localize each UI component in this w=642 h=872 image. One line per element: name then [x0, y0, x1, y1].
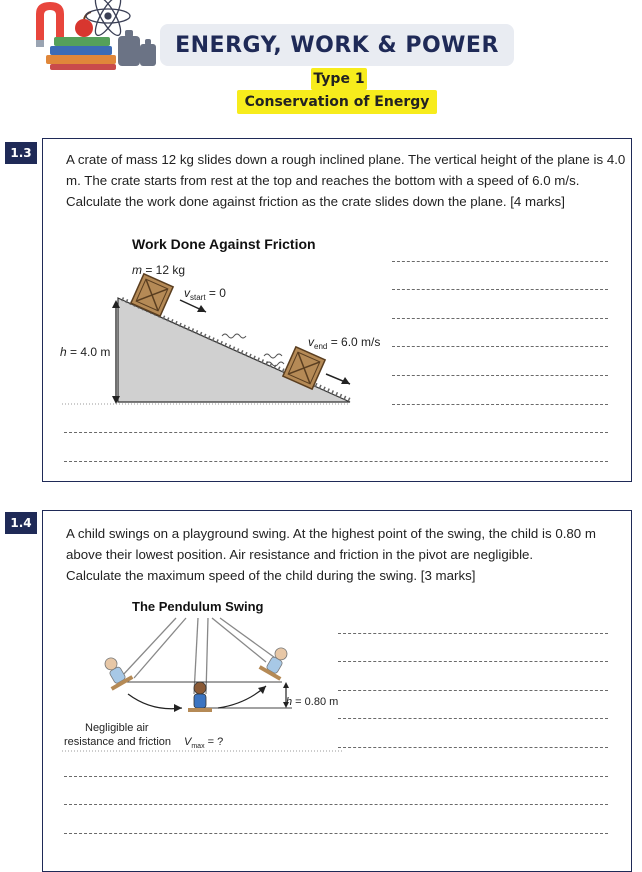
question-number-1-3: 1.3: [5, 142, 37, 164]
answer-line: [392, 346, 608, 347]
page-title-banner: [160, 24, 514, 66]
question-number-1-4: 1.4: [5, 512, 37, 534]
question-line: Calculate the maximum speed of the child during the swing. [3 marks]: [66, 568, 476, 583]
answer-line: [392, 261, 608, 262]
atom-icon: [86, 0, 130, 39]
question-line: above their lowest position. Air resistance and friction in the pivot are negligible.: [66, 547, 534, 562]
answer-line: [392, 375, 608, 376]
answer-line: [392, 318, 608, 319]
height-label: h = 0.80 m: [286, 696, 339, 708]
figure-title: The Pendulum Swing: [132, 599, 264, 614]
answer-line: [338, 690, 608, 691]
answer-line: [338, 633, 608, 634]
answer-line: [392, 289, 608, 290]
answer-line: [64, 776, 608, 777]
question-line: A child swings on a playground swing. At the highest point of the swing, the child is 0.80 m: [66, 526, 596, 541]
question-line: Calculate the work done against friction as the crate slides down the plane. [4 marks]: [66, 194, 565, 209]
books-icon: [46, 37, 116, 70]
note-line: Negligible air: [85, 722, 149, 734]
answer-line: [64, 804, 608, 805]
swing-arrow-right: [218, 686, 266, 708]
page-title: ENERGY, WORK & POWER: [175, 32, 499, 58]
answer-line: [64, 432, 608, 433]
incline-figure: [52, 228, 392, 410]
answer-line: [338, 718, 608, 719]
figure-title: Work Done Against Friction: [132, 236, 316, 252]
answer-line: [338, 747, 608, 748]
question-text-1-3: [66, 149, 625, 212]
header-logo-illustration: [28, 0, 160, 72]
heat-wave-icon: [264, 354, 282, 358]
answer-line: [338, 661, 608, 662]
answer-line: [392, 404, 608, 405]
height-label: h = 4.0 m: [60, 345, 111, 359]
note-line: resistance and friction: [64, 736, 171, 748]
vmax-label: $V_{max}$ = ?: [184, 736, 224, 750]
question-line: A crate of mass 12 kg slides down a rough inclined plane. The vertical height of the plane is 4.0: [66, 152, 626, 167]
apple-icon: [75, 12, 93, 37]
answer-line: [64, 461, 608, 462]
heat-wave-icon: [222, 334, 246, 338]
swing-arrow-left: [128, 694, 182, 709]
vstart-label: $v_{start} = 0$: [184, 286, 226, 302]
type-badge: Type 1: [311, 68, 367, 90]
question-text-1-4: [66, 523, 596, 586]
mass-label: m = 12 kg: [132, 263, 186, 277]
question-line: m. The crate starts from rest at the top and reaches the bottom with a speed of 6.0 m/s.: [66, 173, 580, 188]
answer-line: [64, 833, 608, 834]
vend-label: $v_{end} = 6.0$ m/s: [308, 335, 381, 351]
child-left: [98, 653, 134, 691]
weights-icon: [118, 30, 156, 66]
child-right: [259, 643, 295, 681]
topic-badge: Conservation of Energy: [237, 90, 437, 114]
pendulum-figure: [52, 594, 352, 756]
